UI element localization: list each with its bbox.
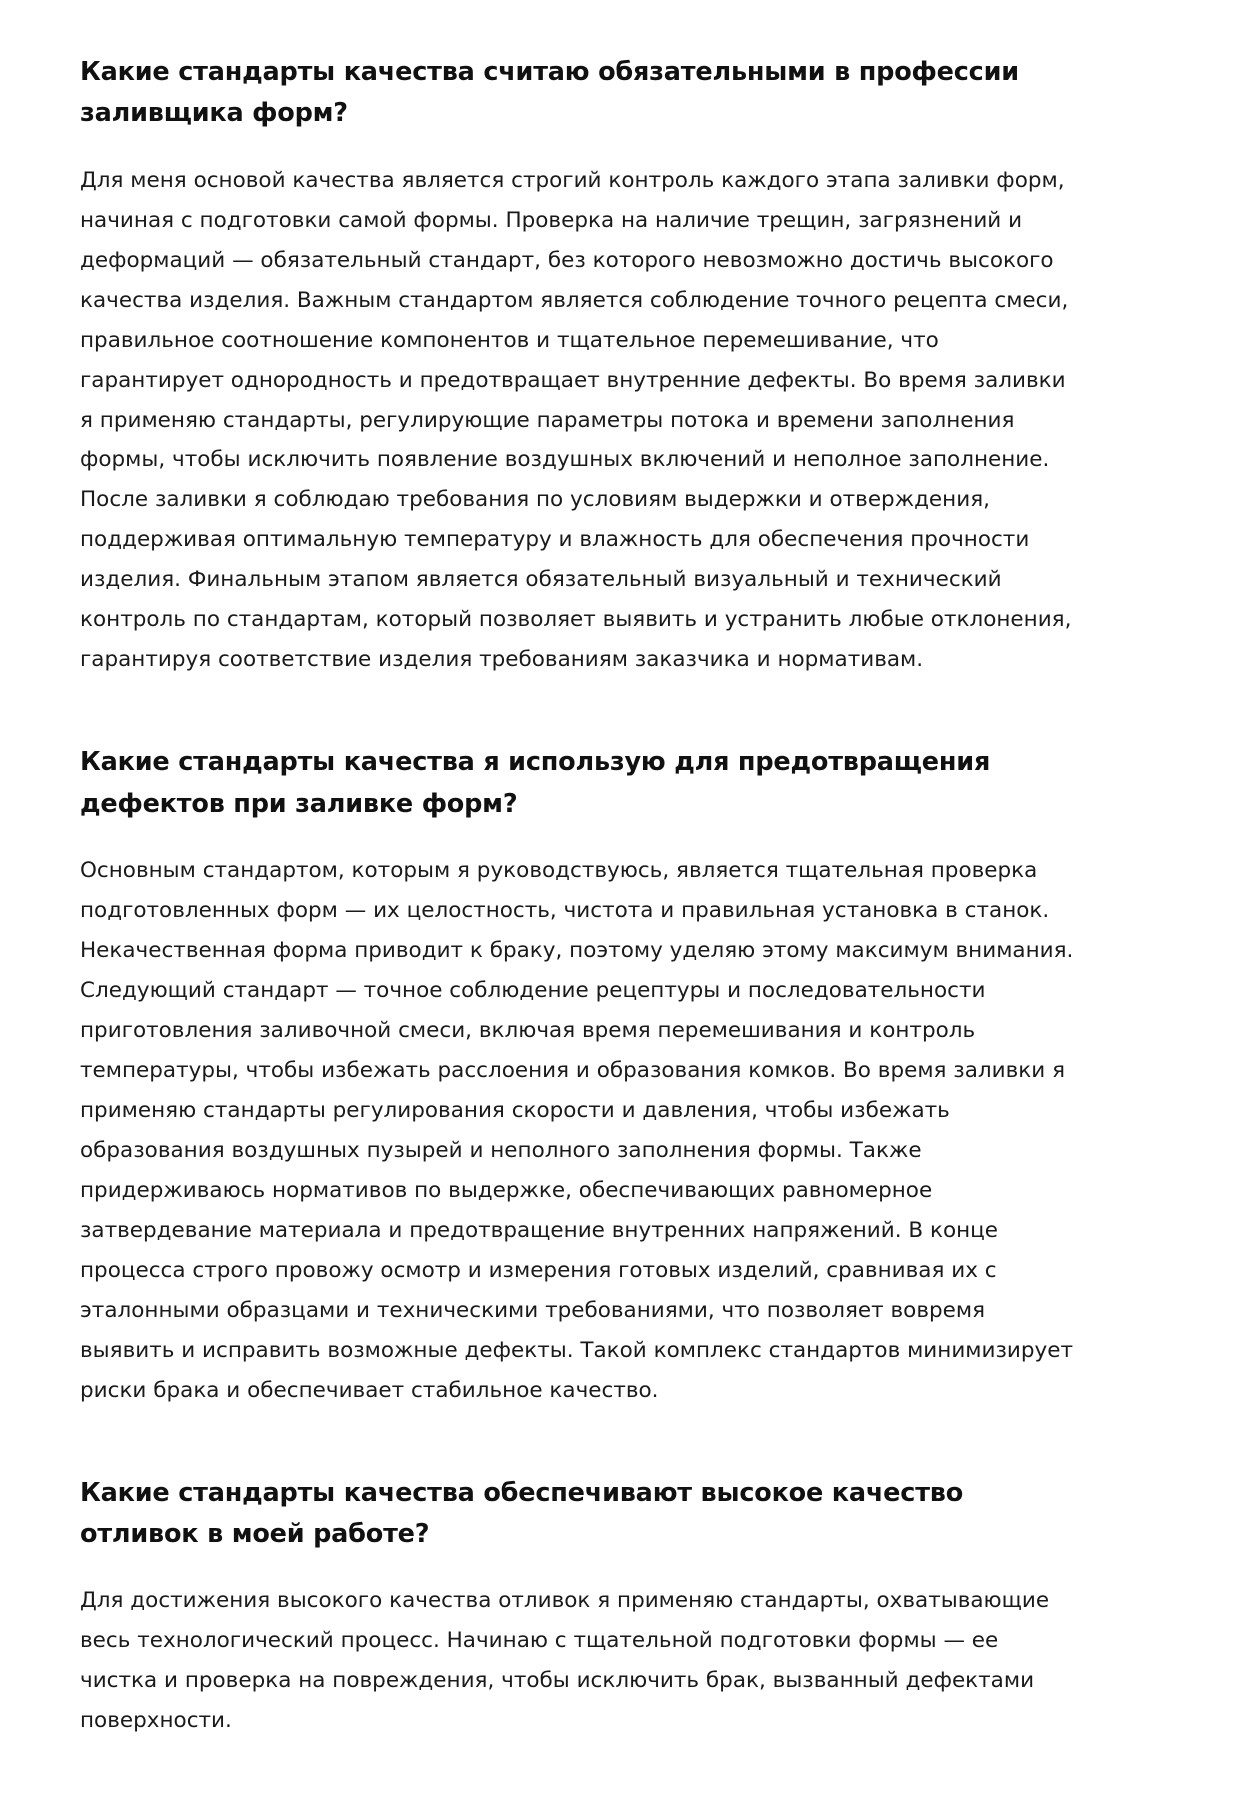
answer-paragraph: Для меня основой качества является строгий контроль каждого этапа заливки форм, начиная с подготовки самой формы. Проверка на наличие трещин, загрязнений и деформаций — обязательный стандарт, без которого невозможно достичь высокого качества изделия. Важным стандартом является соблюдение точного рецепта смеси, правильное соотношение компонентов и тщательное перемешивание, что гарантирует однородность и предотвращает внутренние дефекты. Во время заливки я применяю стандарты, регулирующие параметры потока и времени заполнения формы, чтобы исключить появление воздушных включений и неполное заполнение. После заливки я соблюдаю требования по условиям выдержки и отверждения, поддерживая оптимальную температуру и влажность для обеспечения прочности изделия. Финальным этапом является обязательный визуальный и технический контроль по стандартам, который позволяет выявить и устранить любые отклонения, гарантируя соответствие изделия требованиям заказчика и нормативам.: [80, 167, 1072, 673]
question-heading: Какие стандарты качества обеспечивают высокое качество отливок в моей работе?: [80, 1477, 964, 1550]
section-spacer: [80, 1429, 1109, 1473]
section-spacer: [80, 698, 1109, 742]
answer-paragraph: Для достижения высокого качества отливок я применяю стандарты, охватывающие весь технологический процесс. Начинаю с тщательной подготовки формы — ее чистка и проверка на повреждения, чтобы исключить брак, вызванный дефектами поверхности.: [80, 1588, 1050, 1734]
qa-section-3: [80, 1473, 1109, 1742]
question-heading: Какие стандарты качества считаю обязательными в профессии заливщика форм?: [80, 57, 1019, 129]
qa-section-1: [80, 52, 1109, 680]
qa-section-2: [80, 742, 1109, 1410]
answer-paragraph: Основным стандартом, которым я руководствуюсь, является тщательная проверка подготовленных форм — их целостность, чистота и правильная установка в станок. Некачественная форма приводит к браку, поэтому уделяю этому максимум внимания. Следующий стандарт — точное соблюдение рецептуры и последовательности приготовления заливочной смеси, включая время перемешивания и контроль температуры, чтобы избежать расслоения и образования комков. Во время заливки я применяю стандарты регулирования скорости и давления, чтобы избежать образования воздушных пузырей и неполного заполнения формы. Также придерживаюсь нормативов по выдержке, обеспечивающих равномерное затвердевание материала и предотвращение внутренних напряжений. В конце процесса строго провожу осмотр и измерения готовых изделий, сравнивая их с эталонными образцами и техническими требованиями, что позволяет вовремя выявить и исправить возможные дефекты. Такой комплекс стандартов минимизирует риски брака и обеспечивает стабильное качество.: [80, 857, 1074, 1403]
question-heading: Какие стандарты качества я использую для предотвращения дефектов при заливке форм?: [80, 747, 991, 819]
